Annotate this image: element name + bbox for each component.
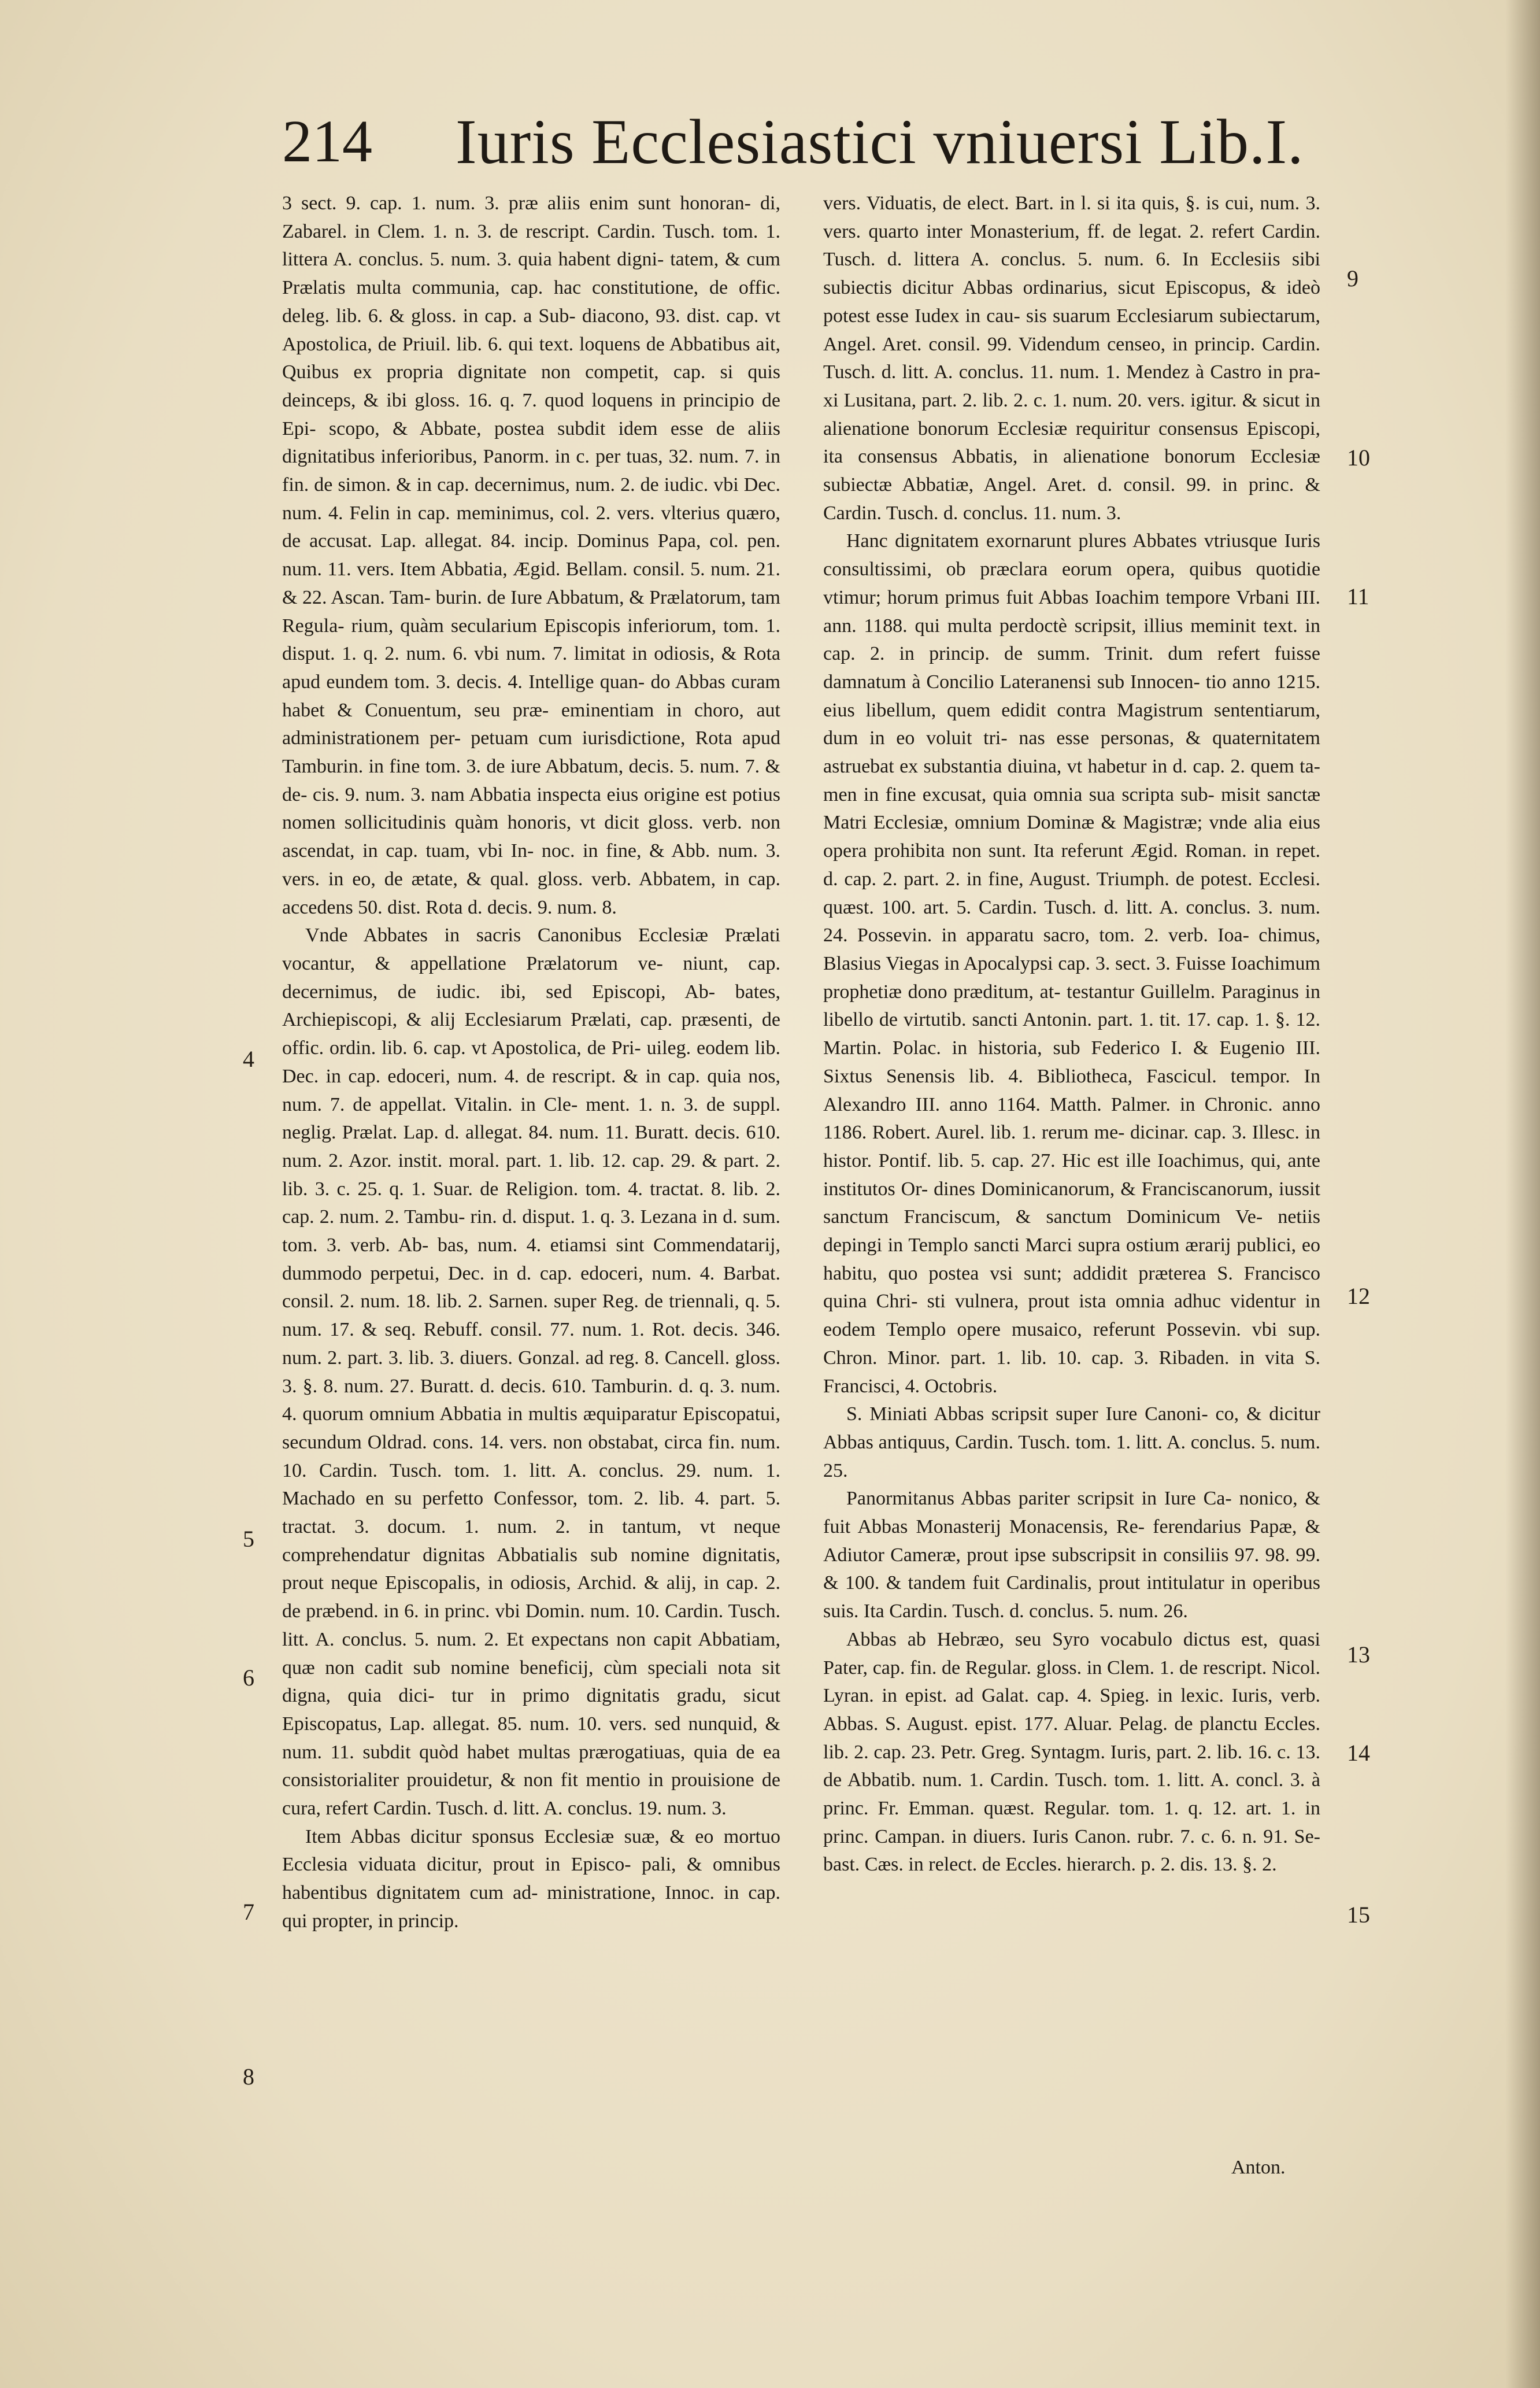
margin-number: 9 [1347, 265, 1358, 291]
margin-number: 8 [243, 2064, 254, 2090]
margin-number: 14 [1347, 1740, 1370, 1766]
margin-number: 13 [1347, 1642, 1370, 1668]
paragraph: Vnde Abbates in sacris Canonibus Ecclesiæ Prælati vocantur, & appellatione Prælatorum ve- niunt, cap. decernimus, de iudic. ibi, sed Episcopi, Ab- bates, Archiepiscopi, & alij Ecclesiarum Prælati, cap. præsenti, de offic. ordin. lib. 6. cap. vt Apostolica, de Pri- uileg. eodem lib. Dec. in cap. edoceri, num. 4. de rescript. & in cap. quia nos, num. 7. de appellat. Vitalin. in Cle- ment. 1. n. 3. de suppl. neglig. Prælat. Lap. d. allegat. 84. num. 11. Buratt. decis. 610. num. 2. Azor. instit. moral. part. 1. lib. 12. cap. 29. & part. 2. lib. 3. c. 25. q. 1. Suar. de Religion. tom. 4. tractat. 8. lib. 2. cap. 2. num. 2. Tambu- rin. d. disput. 1. q. 3. Lezana in d. sum. tom. 3. verb. Ab- bas, num. 4. etiamsi sint Commendatarij, dummodo perpetui, Dec. in d. cap. edoceri, num. 4. Barbat. consil. 2. num. 18. lib. 2. Sarnen. super Reg. de triennali, q. 5. num. 17. & seq. Rebuff. consil. 77. num. 1. Rot. decis. 346. num. 2. part. 3. lib. 3. diuers. Gonzal. ad reg. 8. Cancell. gloss. 3. §. 8. num. 27. Buratt. d. decis. 610. Tamburin. d. q. 3. num. 4. quorum omnium Abbatia in multis æquiparatur Episcopatui, secundum Oldrad. cons. 14. vers. non obstabat, circa fin. num. 10. Cardin. Tusch. tom. 1. litt. A. conclus. 29. num. 1. Machado en su perfetto Confessor, tom. 2. lib. 4. part. 5. tractat. 3. docum. 1. num. 2. in tantum, vt neque comprehendatur dignitas Abbatialis sub nomine dignitatis, prout neque Episcopalis, in odiosis, Archid. & alij, in cap. 2. de præbend. in 6. in princ. vbi Domin. num. 10. Cardin. Tusch. litt. A. conclus. 5. num. 2. Et expectans non capit Abbatiam, quæ non cadit sub nomine beneficij, cùm speciali nota sit digna, quia dici- tur in primo dignitatis gradu, sicut Episcopatus, Lap. allegat. 85. num. 10. vers. sed nunquid, & num. 11. subdit quòd habet multas prærogatiuas, quia de ea consistorialiter prouidetur, & non fit mentio in prouisione de cura, refert Cardin. Tusch. d. litt. A. conclus. 19. num. 3. [282, 925, 780, 1820]
left-column [282, 190, 780, 2144]
paragraph: Item Abbas dicitur sponsus Ecclesiæ suæ, & eo mortuo Ecclesia viduata dicitur, prout in Episco- pali, & omnibus habentibus dignitatem cum ad- ministratione, Innoc. in cap. qui propter, in princip. [282, 1825, 780, 1932]
binding-shadow [1505, 0, 1540, 2388]
margin-number: 6 [243, 1665, 254, 1691]
margin-number: 4 [243, 1046, 254, 1072]
catchword: Anton. [1231, 2157, 1286, 2178]
margin-number: 11 [1347, 583, 1369, 609]
margin-number: 12 [1347, 1283, 1370, 1309]
paragraph: Panormitanus Abbas pariter scripsit in Iure Ca- nonico, & fuit Abbas Monasterij Monacensis, Re- ferendarius Papæ, & Adiutor Cameræ, prout ipse subscripsit in consiliis 97. 98. 99. & 100. & tandem fuit Cardinalis, prout intitulatur in operibus suis. Ita Cardin. Tusch. d. conclus. 5. num. 26. [823, 1488, 1320, 1622]
paragraph: vers. Viduatis, de elect. Bart. in l. si ita quis, §. is cui, num. 3. vers. quarto inter Monasterium, ff. de legat. 2. refert Cardin. Tusch. d. littera A. conclus. 5. num. 6. In Ecclesiis sibi subiectis dicitur Abbas ordinarius, sicut Episcopus, & ideò potest esse Iudex in cau- sis suarum Ecclesiarum subiectarum, Angel. Aret. consil. 99. Videndum censeo, in princip. Cardin. Tusch. d. litt. A. conclus. 11. num. 1. Mendez à Castro in pra- xi Lusitana, part. 2. lib. 2. c. 1. num. 20. vers. igitur. & sicut in alienatione bonorum Ecclesiæ requiritur consensus Episcopi, ita consensus Abbatis, in alienatione bonorum Ecclesiæ subiectæ Abbatiæ, Angel. Aret. d. consil. 99. in princ. & Cardin. Tusch. d. conclus. 11. num. 3. [823, 193, 1320, 524]
margin-number: 5 [243, 1526, 254, 1552]
margin-number: 10 [1347, 445, 1370, 471]
paragraph: 3 sect. 9. cap. 1. num. 3. præ aliis enim sunt honoran- di, Zabarel. in Clem. 1. n. 3. de rescript. Cardin. Tusch. tom. 1. littera A. conclus. 5. num. 3. quia habent digni- tatem, & cum Prælatis multa communia, cap. hac constitutione, de offic. deleg. lib. 6. & gloss. in cap. a Sub- diacono, 93. dist. cap. vt Apostolica, de Priuil. lib. 6. qui text. loquens de Abbatibus ait, Quibus ex propria dignitate non competit, cap. si quis deinceps, & ibi gloss. 16. q. 7. quod loquens in principio de Epi- scopo, & Abbate, postea subdit idem esse de aliis dignitatibus inferioribus, Panorm. in c. per tuas, 32. num. 7. in fin. de simon. & in cap. decernimus, num. 2. de iudic. vbi Dec. num. 4. Felin in cap. meminimus, col. 2. vers. vlterius quæro, de accusat. Lap. allegat. 84. incip. Dominus Papa, col. pen. num. 11. vers. Item Abbatia, Ægid. Bellam. consil. 5. num. 21. & 22. Ascan. Tam- burin. de Iure Abbatum, & Prælatorum, tam Regula- rium, quàm secularium Episcopis inferiorum, tom. 1. disput. 1. q. 2. num. 6. vbi num. 7. limitat in odiosis, & Rota apud eundem tom. 3. decis. 4. Intellige quan- do Abbas curam habet & Conuentum, seu præ- eminentiam in choro, aut administrationem per- petuam cum iurisdictione, Rota apud Tamburin. in fine tom. 3. de iure Abbatum, decis. 5. num. 7. & de- cis. 9. num. 3. nam Abbatia inspecta eius origine est potius nomen sollicitudinis quàm honoris, vt dicit gloss. verb. non ascendat, in cap. tuam, vbi In- noc. in fine, & Abb. num. 3. vers. in eo, de ætate, & qual. gloss. verb. Abbatem, in cap. accedens 50. dist. Rota d. decis. 9. num. 8. [282, 193, 780, 918]
paragraph: S. Miniati Abbas scripsit super Iure Canoni- co, & dicitur Abbas antiquus, Cardin. Tusch. tom. 1. litt. A. conclus. 5. num. 25. [823, 1403, 1320, 1481]
page-header [282, 107, 1380, 182]
paragraph: Hanc dignitatem exornarunt plures Abbates vtriusque Iuris consultissimi, ob præclara eorum opera, quibus quotidie vtimur; horum primus fuit Abbas Ioachim tempore Vrbani III. ann. 1188. qui multa perdoctè scripsit, illius meminit text. in cap. 2. in princip. de summ. Trinit. dum refert fuisse damnatum à Concilio Lateranensi sub Innocen- tio anno 1215. eius libellum, quem edidit contra Magistrum sententiarum, dum in eo voluit tri- nas esse personas, & quaternitatem astruebat ex substantia diuina, vt habetur in d. cap. 2. quem ta- men in fine excusat, quia omnia sua scripta sub- misit sanctæ Matri Ecclesiæ, omnium Dominæ & Magistræ; vnde alia eius opera prohibita non sunt. Ita referunt Ægid. Roman. in repet. d. cap. 2. part. 2. in fine, August. Triumph. de potest. Ecclesi. quæst. 100. art. 5. Cardin. Tusch. d. litt. A. conclus. 3. num. 24. Possevin. in apparatu sacro, tom. 2. verb. Ioa- chimus, Blasius Viegas in Apocalypsi cap. 3. sect. 3. Fuisse Ioachimum prophetiæ dono præditum, at- testantur Guillelm. Paraginus in libello de virtutib. sancti Antonin. part. 1. tit. 17. cap. 1. §. 12. Martin. Polac. in historia, sub Federico I. & Eugenio III. Sixtus Senensis lib. 4. Bibliotheca, Fascicul. tempor. In Alexandro III. anno 1164. Matth. Palmer. in Chronic. anno 1186. Robert. Aurel. lib. 1. rerum me- dicinar. cap. 3. Illesc. in histor. Pontif. lib. 5. cap. 27. Hic est ille Ioachimus, qui, ante institutos Or- dines Dominicanorum, & Franciscanorum, iussit sanctum Franciscum, & sanctum Dominicum Ve- netiis depingi in Templo sancti Marci supra ostium ærarij publici, eo habitu, quo postea vsi sunt; addidit præterea S. Francisco quina Chri- sti vulnera, prout ista omnia adhuc videntur in eodem Templo opere musaico, referunt Possevin. vbi sup. Chron. Minor. part. 1. lib. 10. cap. 3. Ribaden. in vita S. Francisci, 4. Octobris. [823, 530, 1320, 1397]
paragraph: Abbas ab Hebræo, seu Syro vocabulo dictus est, quasi Pater, cap. fin. de Regular. gloss. in Clem. 1. de rescript. Nicol. Lyran. in epist. ad Galat. cap. 4. Spieg. in lexic. Iuris, verb. Abbas. S. August. epist. 177. Aluar. Pelag. de planctu Eccles. lib. 2. cap. 23. Petr. Greg. Syntagm. Iuris, part. 2. lib. 16. c. 13. de Abbatib. num. 1. Cardin. Tusch. tom. 1. litt. A. concl. 3. à princ. Fr. Emman. quæst. Regular. tom. 1. q. 12. art. 1. in princ. Campan. in diuers. Iuris Canon. rubr. 7. c. 6. n. 91. Se- bast. Cæs. in relect. de Eccles. hierarch. p. 2. dis. 13. §. 2. [823, 1628, 1320, 1876]
running-title: Iuris Ecclesiastici vniuersi Lib.I. [456, 106, 1304, 177]
margin-number: 7 [243, 1899, 254, 1925]
right-column [823, 190, 1320, 2144]
margin-number: 15 [1347, 1902, 1370, 1928]
page-number: 214 [282, 108, 372, 175]
